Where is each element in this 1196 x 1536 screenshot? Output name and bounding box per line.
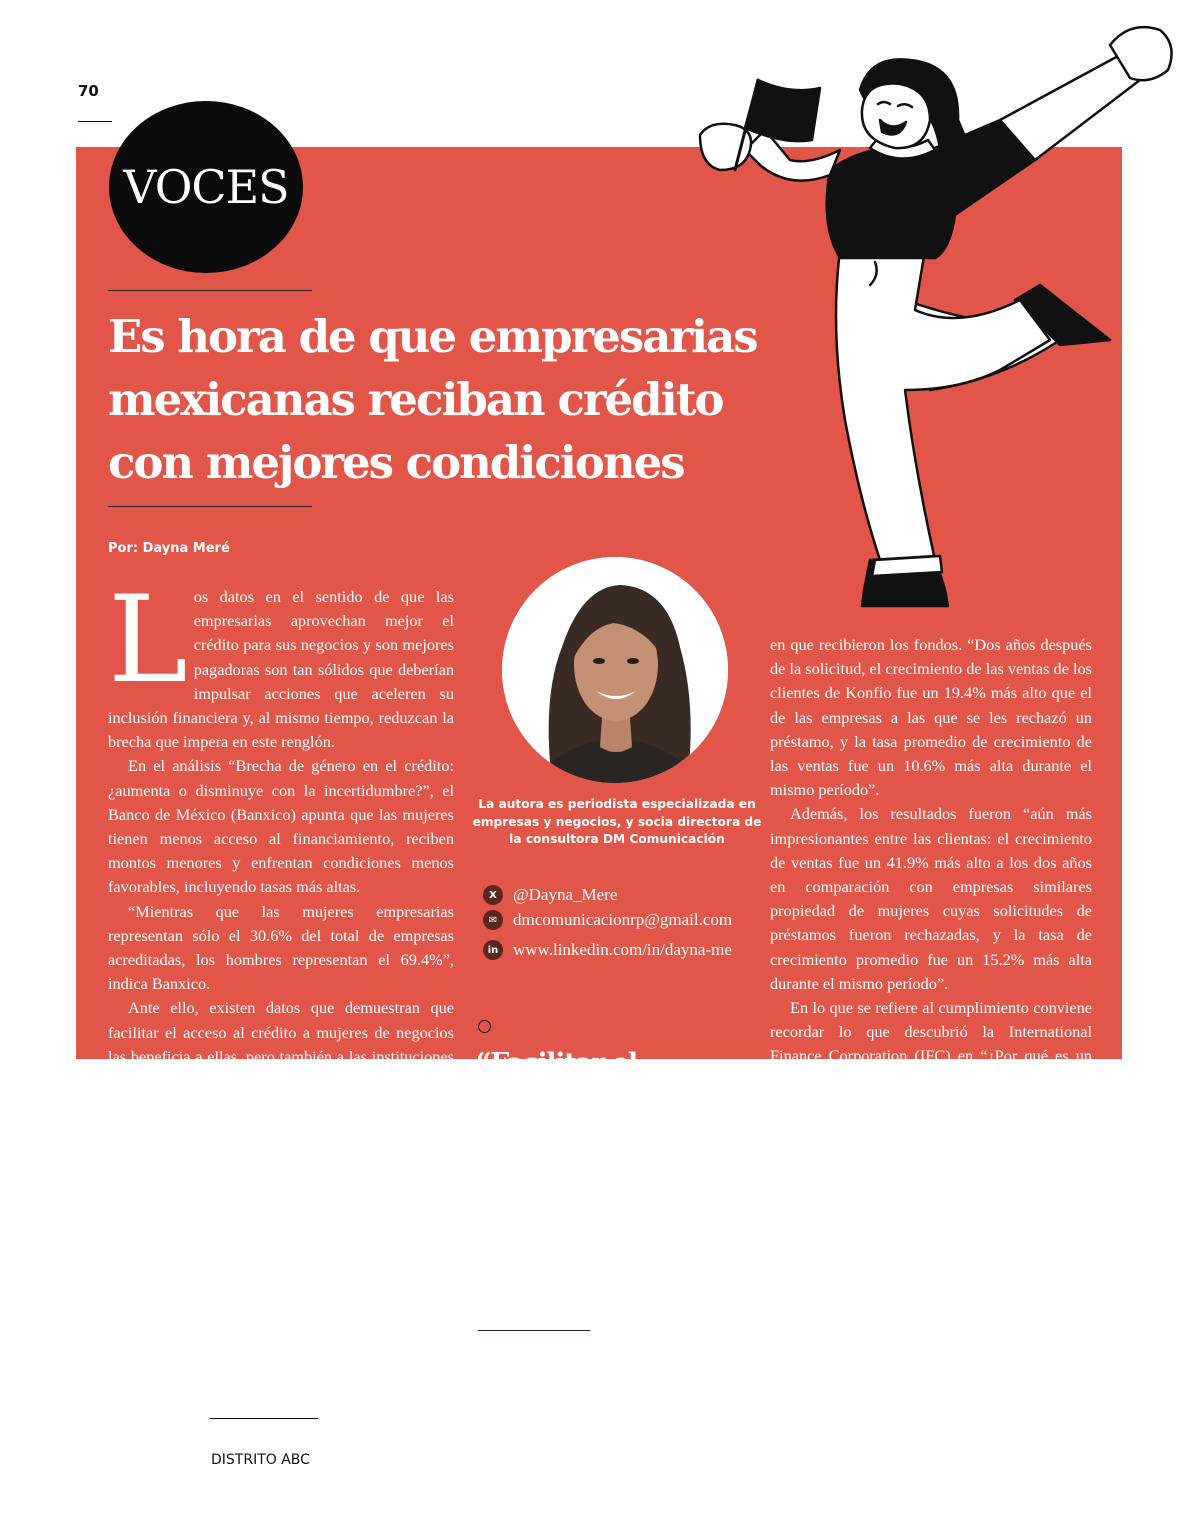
article-paragraph: Además, los resultados fueron “aún más impresionantes entre las clientas: el crecimiento de ventas fue un 41.9% más alto a los dos años en comparación con empresas similares propiedad de mujeres cuyas solicitudes de préstamos fueron rechazadas, y la tasa de crecimiento promedio fue un 15.2% más alta durante el mismo período”. [770, 804, 1092, 993]
byline: Por: Dayna Meré [108, 541, 230, 556]
pullquote-bullet-icon [478, 1020, 491, 1033]
social-email[interactable] [483, 910, 732, 930]
pullquote-line: negocios las [476, 1168, 646, 1199]
author-caption: La autora es periodista especializada en empresas y negocios, y socia directora de la consultora DM Comunicación [472, 797, 762, 847]
pullquote-rule [478, 1330, 590, 1331]
pullquote [476, 1044, 766, 1324]
social-linkedin[interactable] [483, 940, 732, 960]
pullquote-line: que les prestan” [476, 1288, 702, 1319]
headline [108, 305, 798, 494]
article-paragraph: “Mientras que las mujeres empresarias representan sólo el 30.6% del total de empresas acreditadas, los hombres representan el 69.4%”, indica Banxico. [108, 901, 454, 994]
headline-line: con mejores condiciones [108, 436, 684, 489]
page-number: 70 [78, 82, 99, 100]
email-address: dmcomunicacionrp@gmail.com [513, 910, 733, 929]
article-paragraph: Como primer ejemplo está lo que encontró el estudio titulado “Impulsar el crecimiento de las empresas mientras se equiparan las condiciones de crédito para las Mipyme de mujeres en México”, desarrollado en colaboración entre BID Invest y la fintech Konfío. [108, 1095, 454, 1236]
article-paragraph: La investigación observa que las empresas que accedieron al crédito aumentaron constantemente sus ventas desde el momento [108, 1240, 454, 1308]
pullquote-line: a mujeres de [476, 1128, 654, 1159]
article-paragraph: Ahí registró que “financiar a emprendedoras en México es una oportunidad de $6,502 millones de dólares, pues es un sector subatendido y de cada 100 que pide un crédito, 99 salda toda la deuda”. [770, 1119, 1092, 1235]
article-paragraph: Los datos en el sentido de que las empresarias aprovechan mejor el crédito para sus negocios y son mejores pagadoras son tan sólidos que deberían impulsar acciones que aceleren su inclusión financiera y, al mismo tiempo, reduzcan la brecha que impera en este renglón. [108, 571, 454, 752]
envelope-icon: ✉ [483, 910, 503, 930]
linkedin-url: www.linkedin.com/in/dayna-me [513, 940, 732, 959]
author-photo [502, 557, 728, 783]
article-paragraph: en que recibieron los fondos. “Dos años después de la solicitud, el crecimiento de las ventas de los clientes de Konfío fue un 19.4% más alto que el de las empresas a las que se les rechazó un préstamo, y la tasa promedio de crecimiento de las ventas fue un 10.6% más alta durante el mismo período”. [770, 635, 1092, 800]
article-paragraph: En lo que se refiere al cumplimiento conviene recordar lo que descubrió la International Finance Corporation (IFC) en “¿Por qué es un buen negocio financiar a la mujer emprendedora mexicana?” [770, 998, 1092, 1114]
article-paragraph: Ante ello, existen datos que demuestran que facilitar el acceso al crédito a mujeres de negocios las beneficia a ellas, pero también a las instituciones que les prestan. [108, 998, 454, 1091]
article-column-right [770, 633, 1092, 1311]
publication-name: DISTRITO ABC [211, 1452, 310, 1468]
x-logo-icon: X [483, 885, 503, 905]
headline-line: mexicanas reciban crédito [108, 373, 723, 426]
social-x[interactable] [483, 885, 617, 905]
headline-top-rule [108, 290, 312, 291]
pullquote-line: a las instituciones [476, 1248, 726, 1279]
linkedin-icon: in [483, 940, 503, 960]
pullquote-line: acceso al crédito [476, 1088, 707, 1119]
section-badge [109, 101, 303, 273]
pullquote-line: beneficia a ellas y [476, 1208, 721, 1239]
pullquote-line: “Facilitar el [476, 1048, 637, 1079]
headline-line: Es hora de que empresarias [108, 310, 757, 363]
drop-cap: L [108, 571, 188, 710]
page-number-rule [78, 121, 112, 122]
article-column-left [108, 571, 454, 1311]
x-handle: @Dayna_Mere [513, 885, 618, 904]
article-paragraph: En el análisis “Brecha de género en el crédito: ¿aumenta o disminuye con la incertidumbre?”, el Banco de México (Banxico) apunta que las mujeres tienen menos acceso al financiamiento, reciben montos menores y enfrentan condiciones menos favorables, incluyendo tasas más altas. [108, 756, 454, 897]
article-paragraph: Con estos datos ¿acaso no es hora de que las empresarias mexicanas reciban crédito con mejores condiciones? [770, 1240, 1092, 1308]
headline-bottom-rule [108, 506, 312, 507]
footer-rule [210, 1418, 318, 1419]
section-label: VOCES [123, 160, 289, 214]
